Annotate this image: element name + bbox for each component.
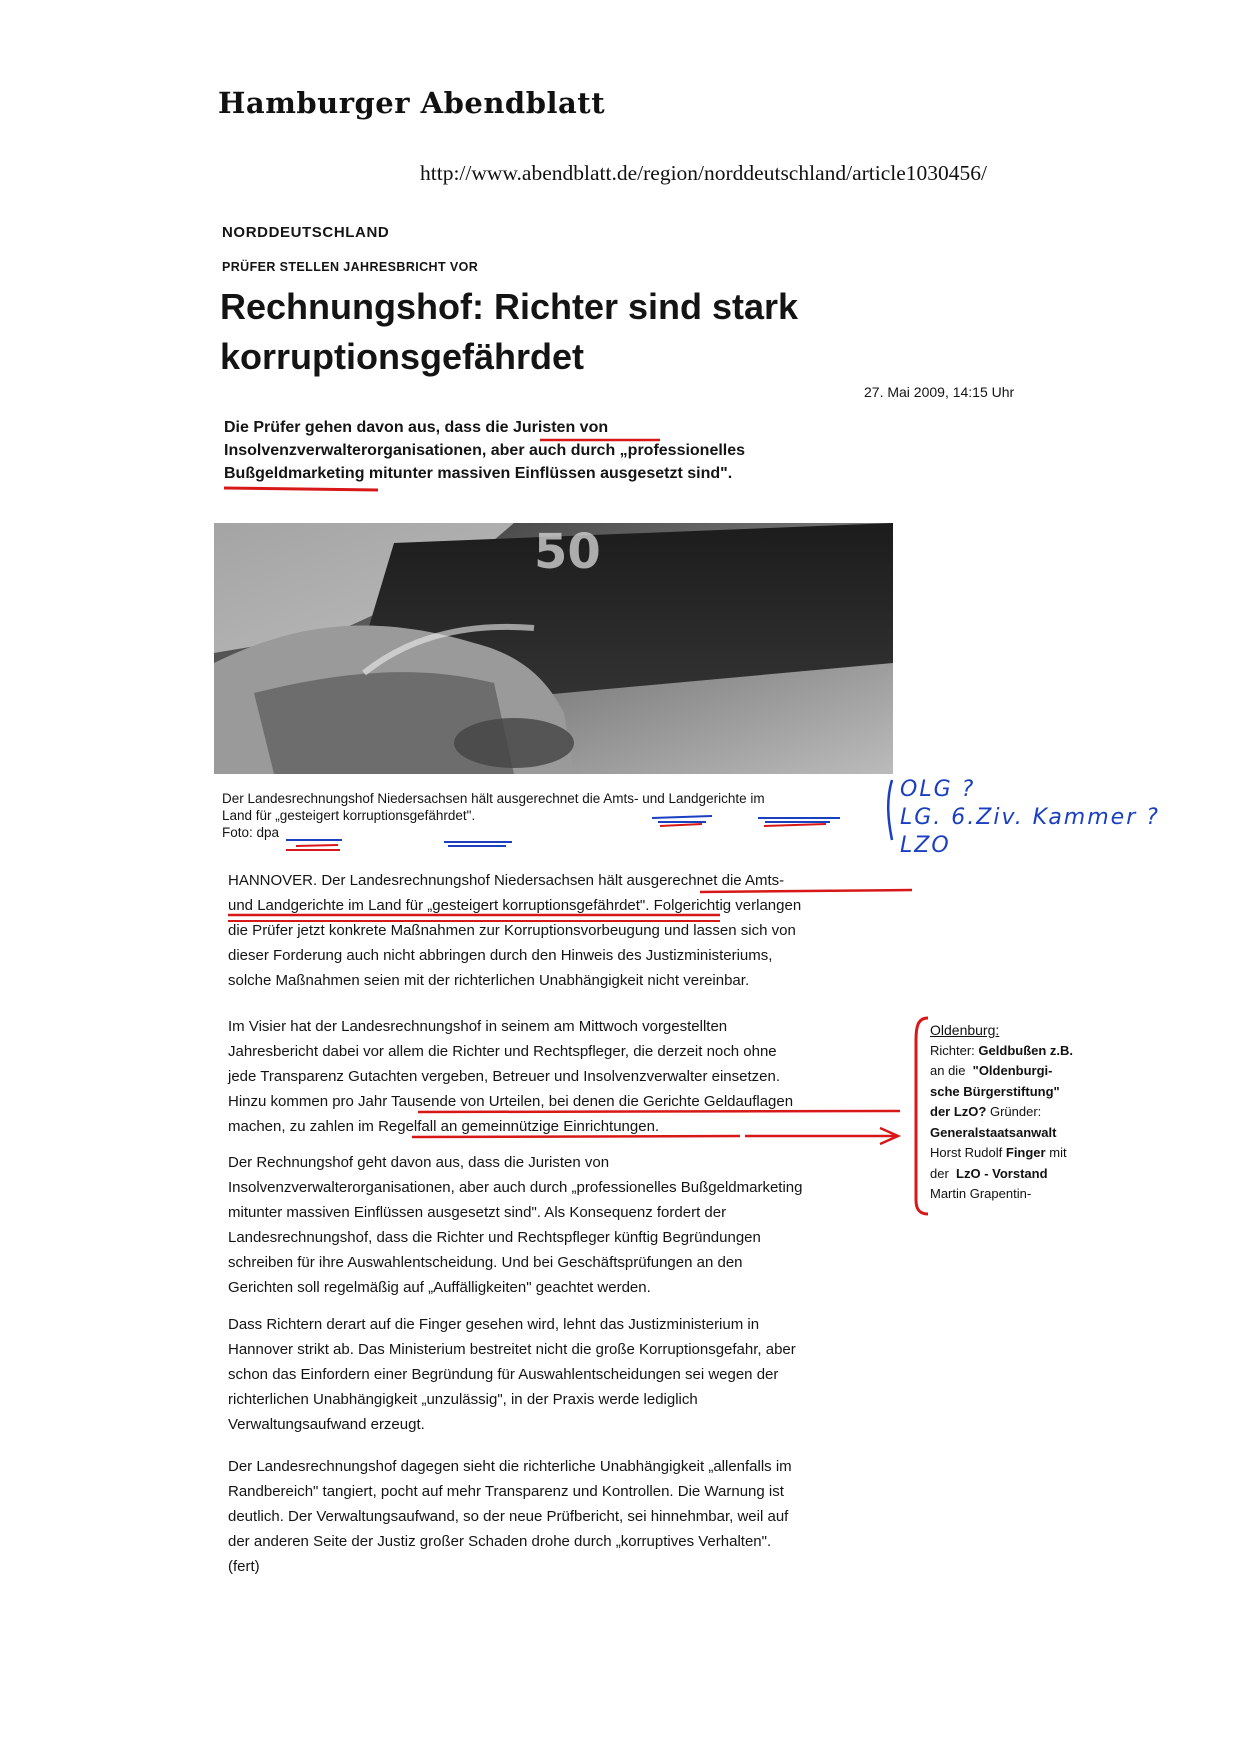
body-line: (fert) <box>228 1558 260 1575</box>
body-line: schreiben für ihre Auswahlentscheidung. Und bei Geschäftsprüfungen an den <box>228 1254 743 1271</box>
body-line: jede Transparenz Gutachten vergeben, Betreuer und Insolvenzverwalter einsetzen. <box>228 1068 780 1085</box>
red-underline <box>224 488 378 490</box>
section-label: NORDDEUTSCHLAND <box>222 224 390 241</box>
body-line: Gerichten soll regelmäßig auf „Auffälligkeiten" geachtet werden. <box>228 1279 651 1296</box>
body-line: Verwaltungsaufwand erzeugt. <box>228 1416 425 1433</box>
body-line: Hannover strikt ab. Das Ministerium bestreitet nicht die große Korruptionsgefahr, aber <box>228 1341 796 1358</box>
body-paragraph-4 <box>228 1312 908 1437</box>
article-photo <box>214 523 893 774</box>
side-line <box>930 1102 1130 1123</box>
headline <box>220 282 840 382</box>
side-text: mit <box>1049 1145 1067 1160</box>
side-text: Gründer: <box>989 1104 1042 1119</box>
svg-text:50: 50 <box>534 524 601 580</box>
side-text-bold: Finger <box>1005 1145 1046 1160</box>
photo-illustration <box>214 523 893 774</box>
body-line: mitunter massiven Einflüssen ausgesetzt sind". Als Konsequenz fordert der <box>228 1204 727 1221</box>
body-line: Der Rechnungshof geht davon aus, dass die Juristen von <box>228 1154 610 1171</box>
body-line: Der Landesrechnungshof dagegen sieht die richterliche Unabhängigkeit „allenfalls im <box>228 1458 792 1475</box>
side-line <box>930 1061 1130 1082</box>
side-line <box>930 1143 1130 1164</box>
handwritten-line: LZO <box>900 833 951 858</box>
body-line: schon das Einfordern einer Begründung für Auswahlentscheidungen sei wegen der <box>228 1366 779 1383</box>
body-line: Landesrechnungshof, dass die Richter und Rechtspfleger künftig Begründungen <box>228 1229 761 1246</box>
newspaper-masthead <box>218 86 605 120</box>
headline-line-2: korruptionsgefährdet <box>220 336 585 377</box>
body-line: und Landgerichte im Land für „gesteigert korruptionsgefährdet". Folgerichtig verlangen <box>228 897 802 914</box>
body-line: Hinzu kommen pro Jahr Tausende von Urteilen, bei denen die Gerichte Geldauflagen <box>228 1093 794 1110</box>
body-line: der anderen Seite der Justiz großer Schaden drohe durch „korruptives Verhalten". <box>228 1533 772 1550</box>
body-line: HANNOVER. Der Landesrechnungshof Niedersachsen hält ausgerechnet die Amts- <box>228 872 785 889</box>
photo-caption <box>222 790 902 841</box>
caption-line: Der Landesrechnungshof Niedersachsen hält ausgerechnet die Amts- und Landgerichte im <box>222 791 765 806</box>
teaser-line: Insolvenzverwalterorganisationen, aber auch durch „professionelles <box>224 442 746 459</box>
photo-credit: Foto: dpa <box>222 825 280 840</box>
publish-date: 27. Mai 2009, 14:15 Uhr <box>864 384 1015 400</box>
body-line: Jahresbericht dabei vor allem die Richter und Rechtspfleger, die derzeit noch ohne <box>228 1043 777 1060</box>
kicker: PRÜFER STELLEN JAHRESBRICHT VOR <box>222 260 479 274</box>
body-paragraph-3 <box>228 1150 908 1300</box>
handwritten-line: OLG ? <box>900 777 976 802</box>
body-line: machen, zu zahlen im Regelfall an gemeinnützige Einrichtungen. <box>228 1118 660 1135</box>
side-text-bold: - Vorstand <box>984 1165 1048 1181</box>
side-line <box>930 1123 1130 1144</box>
side-text-bold: LzO <box>956 1165 981 1181</box>
body-line: dieser Forderung auch nicht abbringen durch den Hinweis des Justizministeriums, <box>228 947 773 964</box>
body-line: die Prüfer jetzt konkrete Maßnahmen zur Korruptionsvorbeugung und lassen sich von <box>228 922 796 939</box>
side-text: an die <box>930 1063 966 1078</box>
side-text-bold: Geldbußen z.B. <box>978 1042 1074 1058</box>
side-text-bold: "Oldenburgi- <box>972 1063 1053 1078</box>
teaser-line: Bußgeldmarketing mitunter massiven Einflüssen ausgesetzt sind". <box>224 465 733 482</box>
blue-underline <box>444 842 512 846</box>
body-paragraph-5 <box>228 1454 908 1579</box>
body-line: deutlich. Der Verwaltungsaufwand, so der neue Prüfbericht, sei hinnehmbar, weil auf <box>228 1508 789 1525</box>
red-underline <box>286 845 340 850</box>
handwritten-note <box>900 776 1160 860</box>
side-line <box>930 1082 1130 1103</box>
body-line: richterlichen Unabhängigkeit „unzulässig", in der Praxis werde lediglich <box>228 1391 698 1408</box>
headline-line-1: Rechnungshof: Richter sind stark <box>220 286 799 327</box>
side-text-bold: Generalstaatsanwalt <box>930 1124 1057 1140</box>
article-url: http://www.abendblatt.de/region/norddeutschland/article1030456/ <box>420 161 988 185</box>
body-line: Im Visier hat der Landesrechnungshof in seinem am Mittwoch vorgestellten <box>228 1018 728 1035</box>
side-text-bold: der LzO? <box>930 1104 987 1119</box>
teaser-line: Die Prüfer gehen davon aus, dass die Juristen von <box>224 419 609 436</box>
side-text: Horst Rudolf <box>930 1145 1003 1160</box>
body-line: Randbereich" tangiert, pocht auf mehr Transparenz und Kontrollen. Die Warnung ist <box>228 1483 784 1500</box>
handwritten-line: LG. 6.Ziv. Kammer ? <box>900 805 1160 830</box>
side-text: Richter: <box>930 1042 975 1058</box>
side-line: Martin Grapentin- <box>930 1186 1032 1201</box>
side-text: der <box>930 1165 949 1181</box>
side-line <box>930 1164 1130 1185</box>
side-line <box>930 1041 1130 1062</box>
body-line: solche Maßnahmen seien mit der richterlichen Unabhängigkeit nicht vereinbar. <box>228 972 750 989</box>
side-text-bold: sche Bürgerstiftung" <box>930 1083 1060 1099</box>
body-line: Insolvenzverwalterorganisationen, aber auch durch „professionelles Bußgeldmarketing <box>228 1179 803 1196</box>
teaser <box>224 416 834 485</box>
caption-line: Land für „gesteigert korruptionsgefährdet". <box>222 808 476 823</box>
red-bracket <box>916 1018 928 1214</box>
side-annotation-title: Oldenburg: <box>930 1022 1000 1038</box>
body-line: Dass Richtern derart auf die Finger gesehen wird, lehnt das Justizministerium in <box>228 1316 760 1333</box>
body-paragraph-2 <box>228 1014 908 1139</box>
body-paragraph-1 <box>228 868 908 993</box>
masthead-logo: Hamburger Abendblatt <box>218 86 606 120</box>
side-annotation <box>930 1020 1130 1205</box>
